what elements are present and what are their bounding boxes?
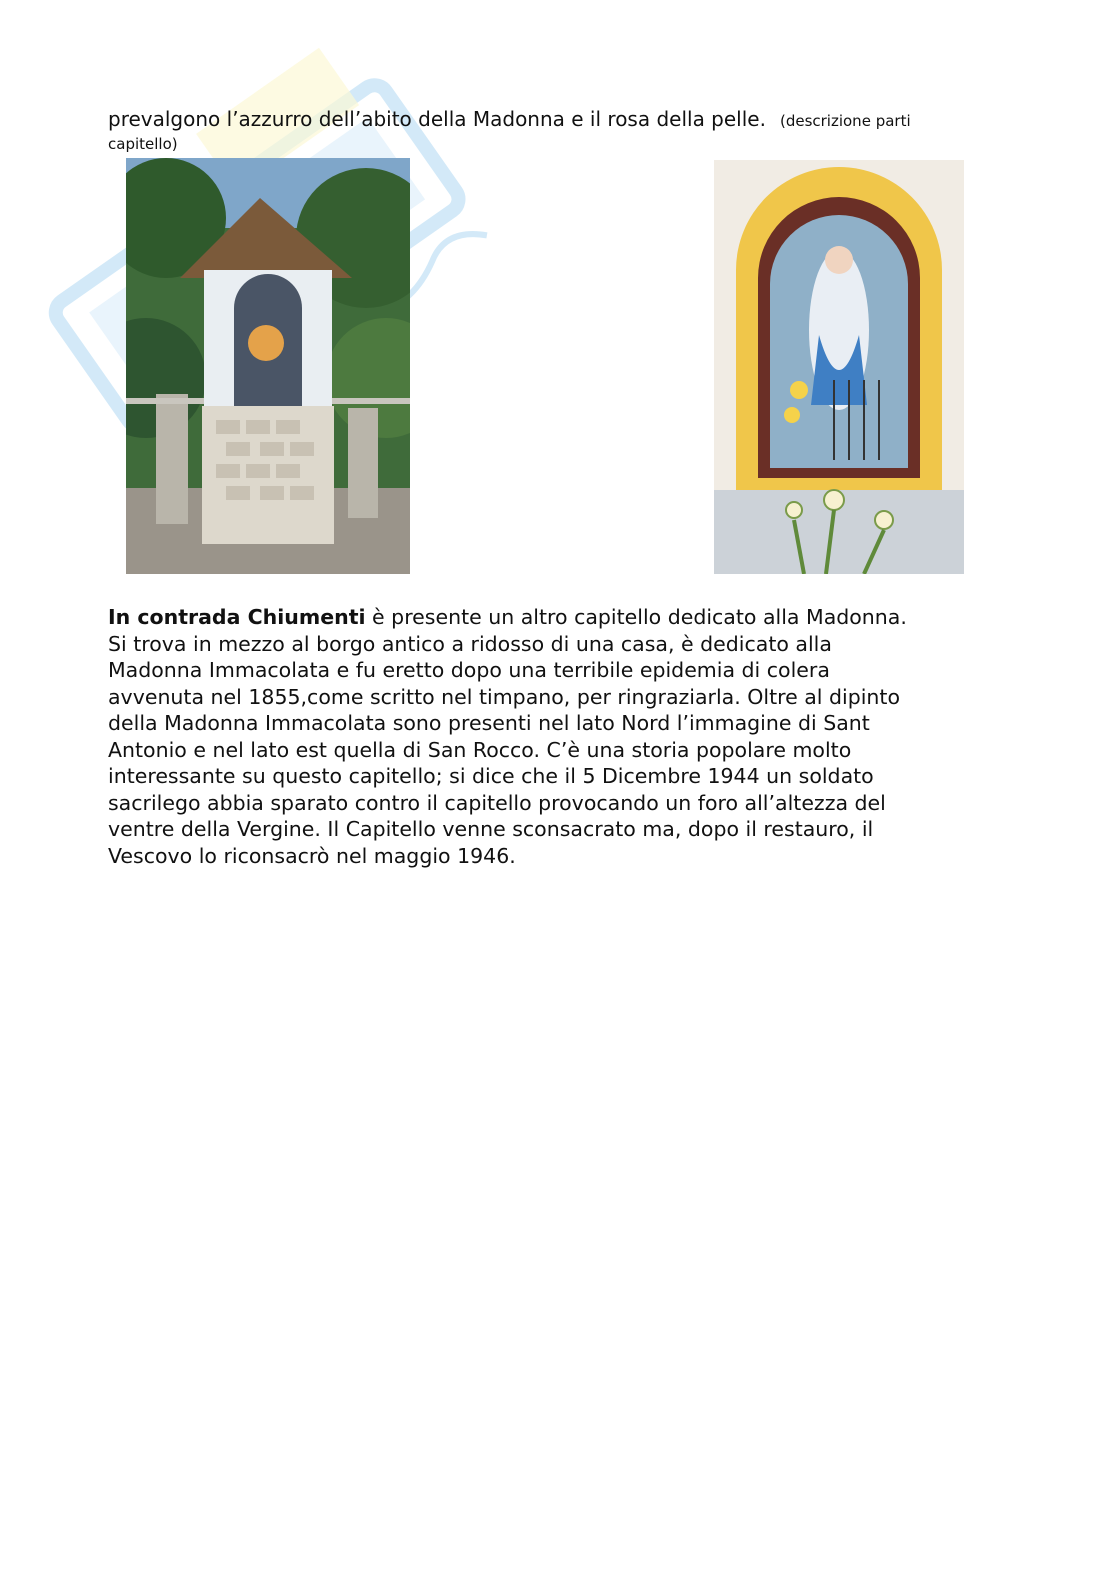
madonna-photo-right [714,160,964,574]
paragraph-line: Madonna Immacolata e fu eretto dopo una terribile epidemia di colera [108,658,830,682]
paragraph-chiumenti [108,604,1008,869]
paragraph-line: avvenuta nel 1855,come scritto nel timpano, per ringraziarla. Oltre al dipinto [108,684,900,709]
top-text [108,106,1028,154]
paragraph-line: ventre della Vergine. Il Capitello venne sconsacrato ma, dopo il restauro, il [108,817,874,841]
paragraph-line: Si trova in mezzo al borgo antico a ridosso di una casa, è dedicato alla [108,631,832,656]
paragraph-first-line: è presente un altro capitello dedicato alla Madonna. [365,605,907,629]
paragraph-line [108,604,1008,631]
paragraph-line: della Madonna Immacolata sono presenti nel lato Nord l’immagine di Sant [108,711,870,735]
caption-note-continued: capitello) [108,135,178,153]
top-text-main: prevalgono l’azzurro dell’abito della Madonna e il rosa della pelle. [108,107,766,131]
paragraph-line: Antonio e nel lato est quella di San Rocco. C’è una storia popolare molto [108,737,852,762]
paragraph-line: Vescovo lo riconsacrò nel maggio 1946. [108,843,516,868]
paragraph-line: interessante su questo capitello; si dice che il 5 Dicembre 1944 un soldato [108,764,874,788]
paragraph-line: sacrilego abbia sparato contro il capitello provocando un foro all’altezza del [108,790,886,815]
shrine-photo-left [126,158,410,574]
paragraph-lead: In contrada Chiumenti [108,605,366,629]
caption-note: (descrizione parti [779,112,911,130]
